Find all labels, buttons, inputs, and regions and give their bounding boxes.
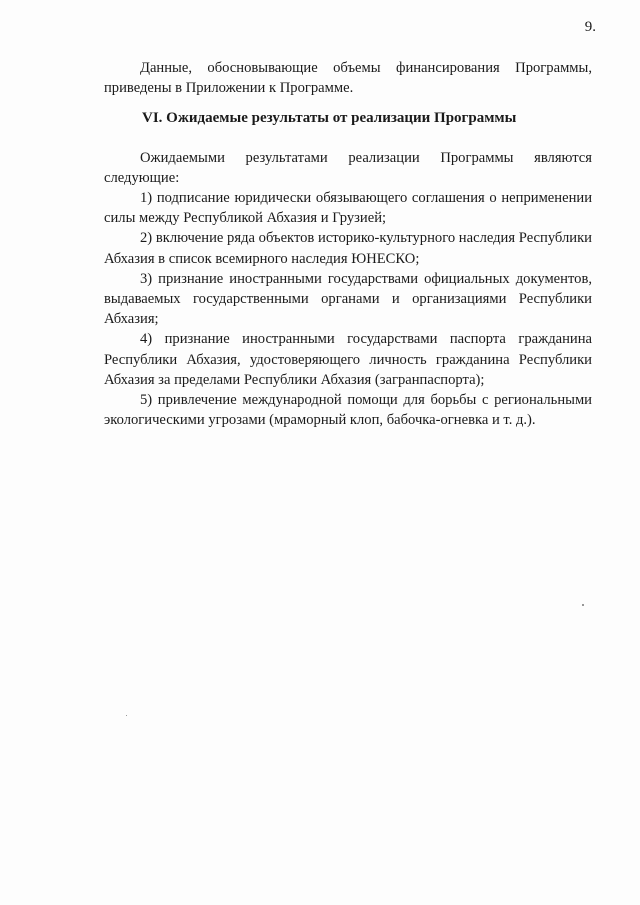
result-item-2: 2) включение ряда объектов историко-культурного наследия Республики Абхазия в список всемирного наследия ЮНЕСКО;: [104, 230, 592, 267]
intro-paragraph: Данные, обосновывающие объемы финансирования Программы, приведены в Приложении к Программе.: [104, 60, 592, 97]
scan-speck: [126, 715, 127, 716]
document-body: [104, 58, 592, 430]
section-heading: VI. Ожидаемые результаты от реализации Программы: [142, 110, 517, 127]
result-item-1: 1) подписание юридически обязывающего соглашения о неприменении силы между Республикой Абхазия и Грузией;: [104, 190, 592, 227]
section-lead-paragraph: Ожидаемыми результатами реализации Программы являются следующие:: [104, 149, 592, 186]
scan-speck: [582, 604, 584, 606]
page-number: 9.: [584, 19, 596, 35]
result-item-3: 3) признание иностранными государствами официальных документов, выдаваемых государственными органами и организациями Республики Абхазия;: [104, 270, 592, 328]
result-item-4: 4) признание иностранными государствами паспорта гражданина Республики Абхазия, удостоверяющего личность гражданина Республики Абхазия за пределами Республики Абхазия (загранпаспорта);: [104, 331, 592, 388]
result-item-5: 5) привлечение международной помощи для борьбы с региональными экологическими угрозами (мраморный клоп, бабочка-огневка и т. д.).: [104, 392, 592, 429]
